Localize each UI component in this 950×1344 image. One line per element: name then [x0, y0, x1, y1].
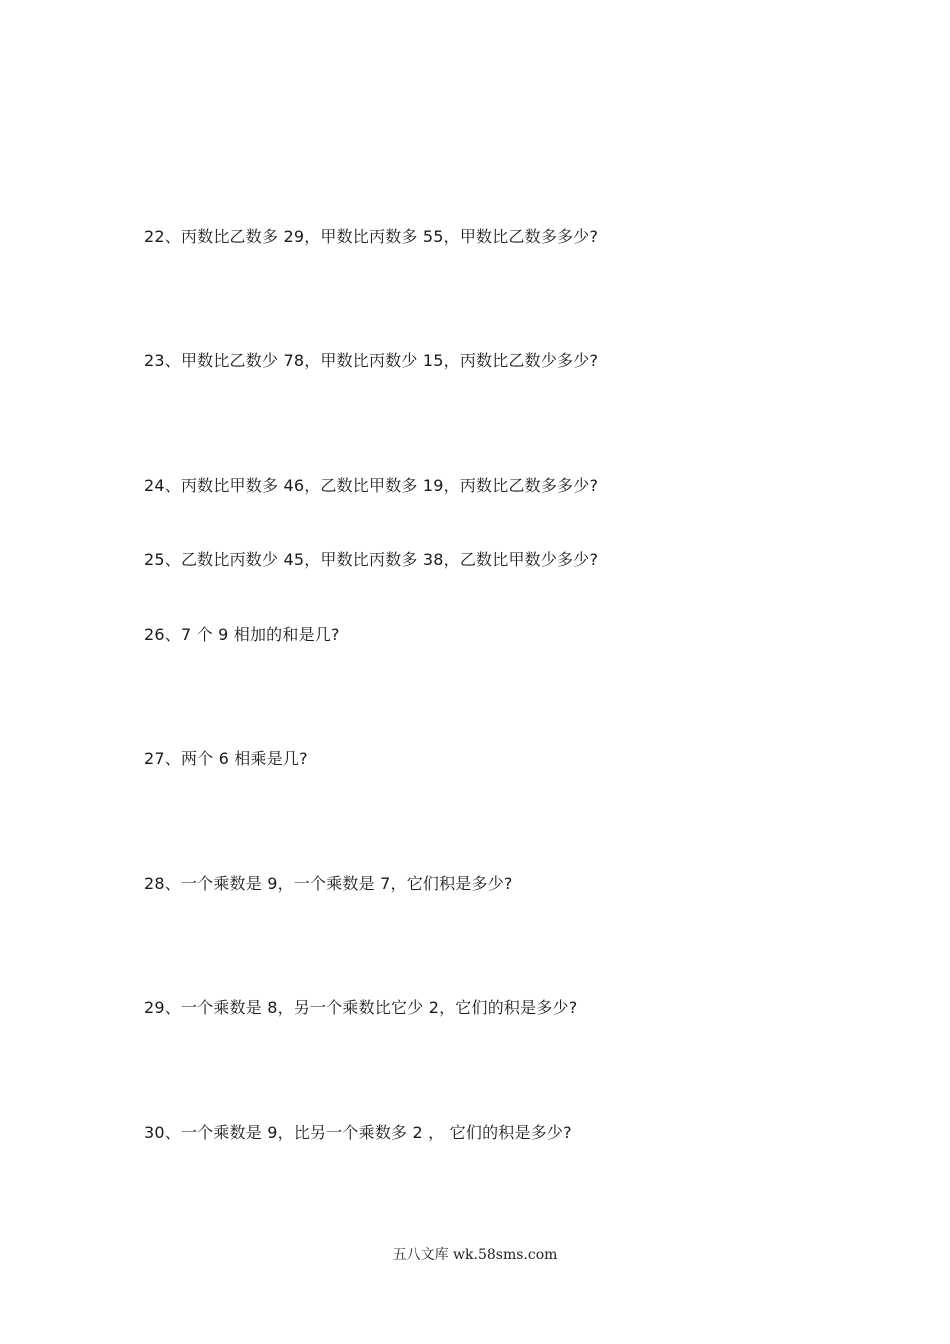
question-24: 24、丙数比甲数多 46，乙数比甲数多 19，丙数比乙数多多少? — [144, 476, 599, 495]
question-23: 23、甲数比乙数少 78，甲数比丙数少 15，丙数比乙数少多少? — [144, 351, 599, 370]
question-28: 28、一个乘数是 9，一个乘数是 7，它们积是多少? — [144, 874, 513, 893]
question-26: 26、7 个 9 相加的和是几? — [144, 625, 340, 644]
question-22: 22、丙数比乙数多 29，甲数比丙数多 55，甲数比乙数多多少? — [144, 227, 599, 246]
question-25: 25、乙数比丙数少 45，甲数比丙数多 38，乙数比甲数少多少? — [144, 550, 599, 569]
question-27: 27、两个 6 相乘是几? — [144, 749, 308, 768]
question-30: 30、一个乘数是 9，比另一个乘数多 2 ， 它们的积是多少? — [144, 1123, 572, 1142]
question-29: 29、一个乘数是 8，另一个乘数比它少 2，它们的积是多少? — [144, 998, 578, 1017]
page-footer: 五八文库 wk.58sms.com — [392, 1247, 558, 1263]
